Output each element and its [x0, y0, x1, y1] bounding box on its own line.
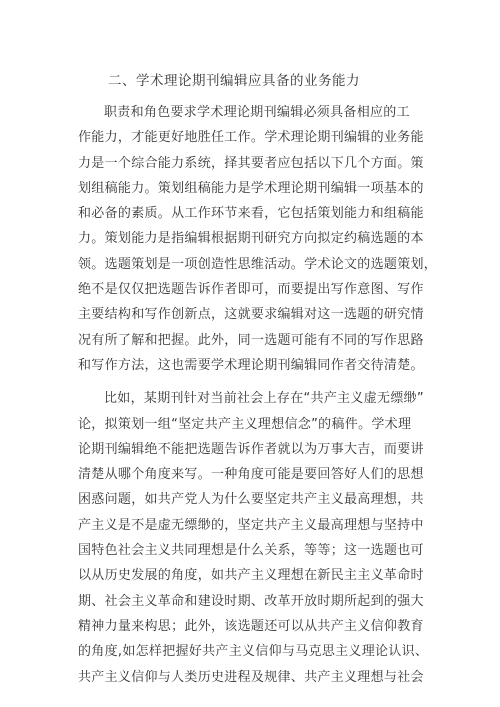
paragraph-line: 以从历史发展的角度，如共产主义理想在新民主主义革命时 — [78, 568, 424, 584]
paragraph-line: 共产主义信仰与人类历史进程及规律、共产主义理想与社会 — [78, 669, 424, 685]
paragraph-1 — [78, 100, 460, 378]
section-heading: 二、学术理论期刊编辑应具备的业务能力 — [108, 73, 360, 89]
paragraph-line: 况有所了解和把握。此外，同一选题可能有不同的写作思路 — [78, 332, 424, 348]
paragraph-line: 主要结构和写作创新点，这就要求编辑对这一选题的研究情 — [78, 307, 424, 323]
paragraph-line: 论期刊编辑绝不能把选题告诉作者就以为万事大吉，而要讲 — [78, 441, 424, 457]
paragraph-line: 领。选题策划是一项创造性思维活动。学术论文的选题策划， — [78, 256, 438, 272]
paragraph-line: 产主义是不是虚无缥缈的，坚定共产主义最高理想与坚持中 — [78, 517, 424, 533]
paragraph-line: 清楚从哪个角度来写。一种角度可能是要回答好人们的思想 — [78, 467, 424, 483]
paragraph-line: 论，拟策划一组“坚定共产主义理想信念”的稿件。学术理 — [78, 416, 412, 432]
paragraph-line: 力是一个综合能力系统，择其要者应包括以下几个方面。策 — [78, 155, 424, 171]
paragraph-line: 的角度,如怎样把握好共产主义信仰与马克思主义理论认识、 — [78, 644, 429, 660]
paragraph-line: 国特色社会主义共同理想是什么关系，等等；这一选题也可 — [78, 543, 424, 559]
paragraph-line: 和必备的素质。从工作环节来看，它包括策划能力和组稿能 — [78, 206, 424, 222]
paragraph-2 — [78, 386, 460, 690]
paragraph-line: 划组稿能力。策划组稿能力是学术理论期刊编辑一项基本的 — [78, 180, 424, 196]
paragraph-line: 比如，某期刊针对当前社会上存在“共产主义虚无缥缈” — [104, 391, 424, 407]
paragraph-line: 精神力量来构思；此外，该选题还可以从共产主义信仰教育 — [78, 618, 424, 634]
paragraph-line: 作能力，才能更好地胜任工作。学术理论期刊编辑的业务能 — [78, 130, 424, 146]
paragraph-line: 困惑问题，如共产党人为什么要坚定共产主义最高理想，共 — [78, 492, 424, 508]
paragraph-line: 职责和角色要求学术理论期刊编辑必须具备相应的工 — [104, 105, 410, 120]
paragraph-line: 力。策划能力是指编辑根据期刊研究方向拟定约稿选题的本 — [78, 231, 424, 247]
paragraph-line: 绝不是仅仅把选题告诉作者即可，而要提出写作意图、写作 — [78, 282, 424, 298]
paragraph-line: 期、社会主义革命和建设时期、改革开放时期所起到的强大 — [78, 593, 424, 609]
paragraph-line: 和写作方法，这也需要学术理论期刊编辑同作者交待清楚。 — [78, 357, 424, 373]
paragraph-gap — [78, 378, 460, 386]
